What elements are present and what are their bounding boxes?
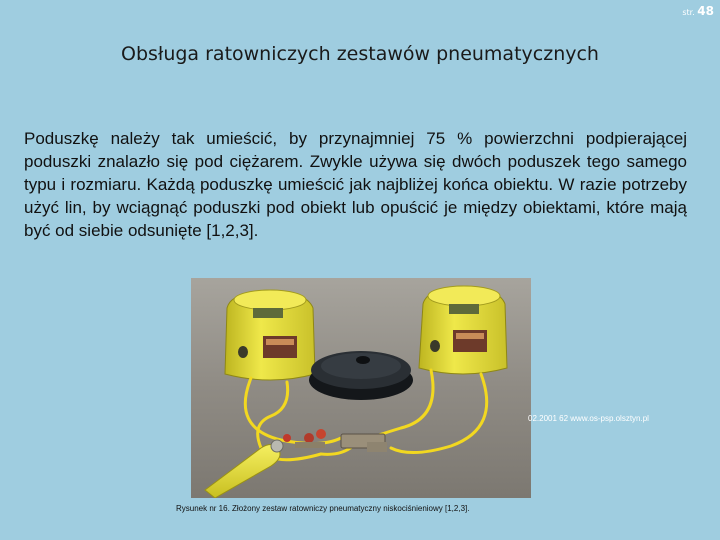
lifting-cushion bbox=[309, 351, 413, 400]
equipment-photo-illustration bbox=[191, 278, 531, 498]
body-paragraph: Poduszkę należy tak umieścić, by przynajmniej 75 % powierzchni podpierającej poduszki znalazło się pod ciężarem. Zwykle używa się dwóch poduszek tego samego typu i rozmiaru. Każdą poduszkę umieścić jak najbliżej końca obiektu. W razie potrzeby użyć lin, by wciągnąć poduszki pod obiekt lub opuścić je między obiektami, które mają być od siebie odsunięte [1,2,3]. bbox=[24, 129, 687, 240]
equipment-photo bbox=[191, 278, 531, 498]
page-number bbox=[682, 4, 714, 18]
page-title: Obsługa ratowniczych zestawów pneumatycznych bbox=[121, 43, 599, 65]
right-control-unit bbox=[419, 286, 507, 374]
figure-caption: Rysunek nr 16. Złożony zestaw ratowniczy pneumatyczny niskociśnieniowy [1,2,3]. bbox=[176, 504, 470, 513]
page-number-value: 48 bbox=[697, 4, 714, 18]
page-number-label: str. bbox=[682, 8, 695, 17]
photo-watermark: 02.2001 62 www.os-psp.olsztyn.pl bbox=[528, 414, 649, 423]
left-control-unit bbox=[225, 290, 315, 380]
